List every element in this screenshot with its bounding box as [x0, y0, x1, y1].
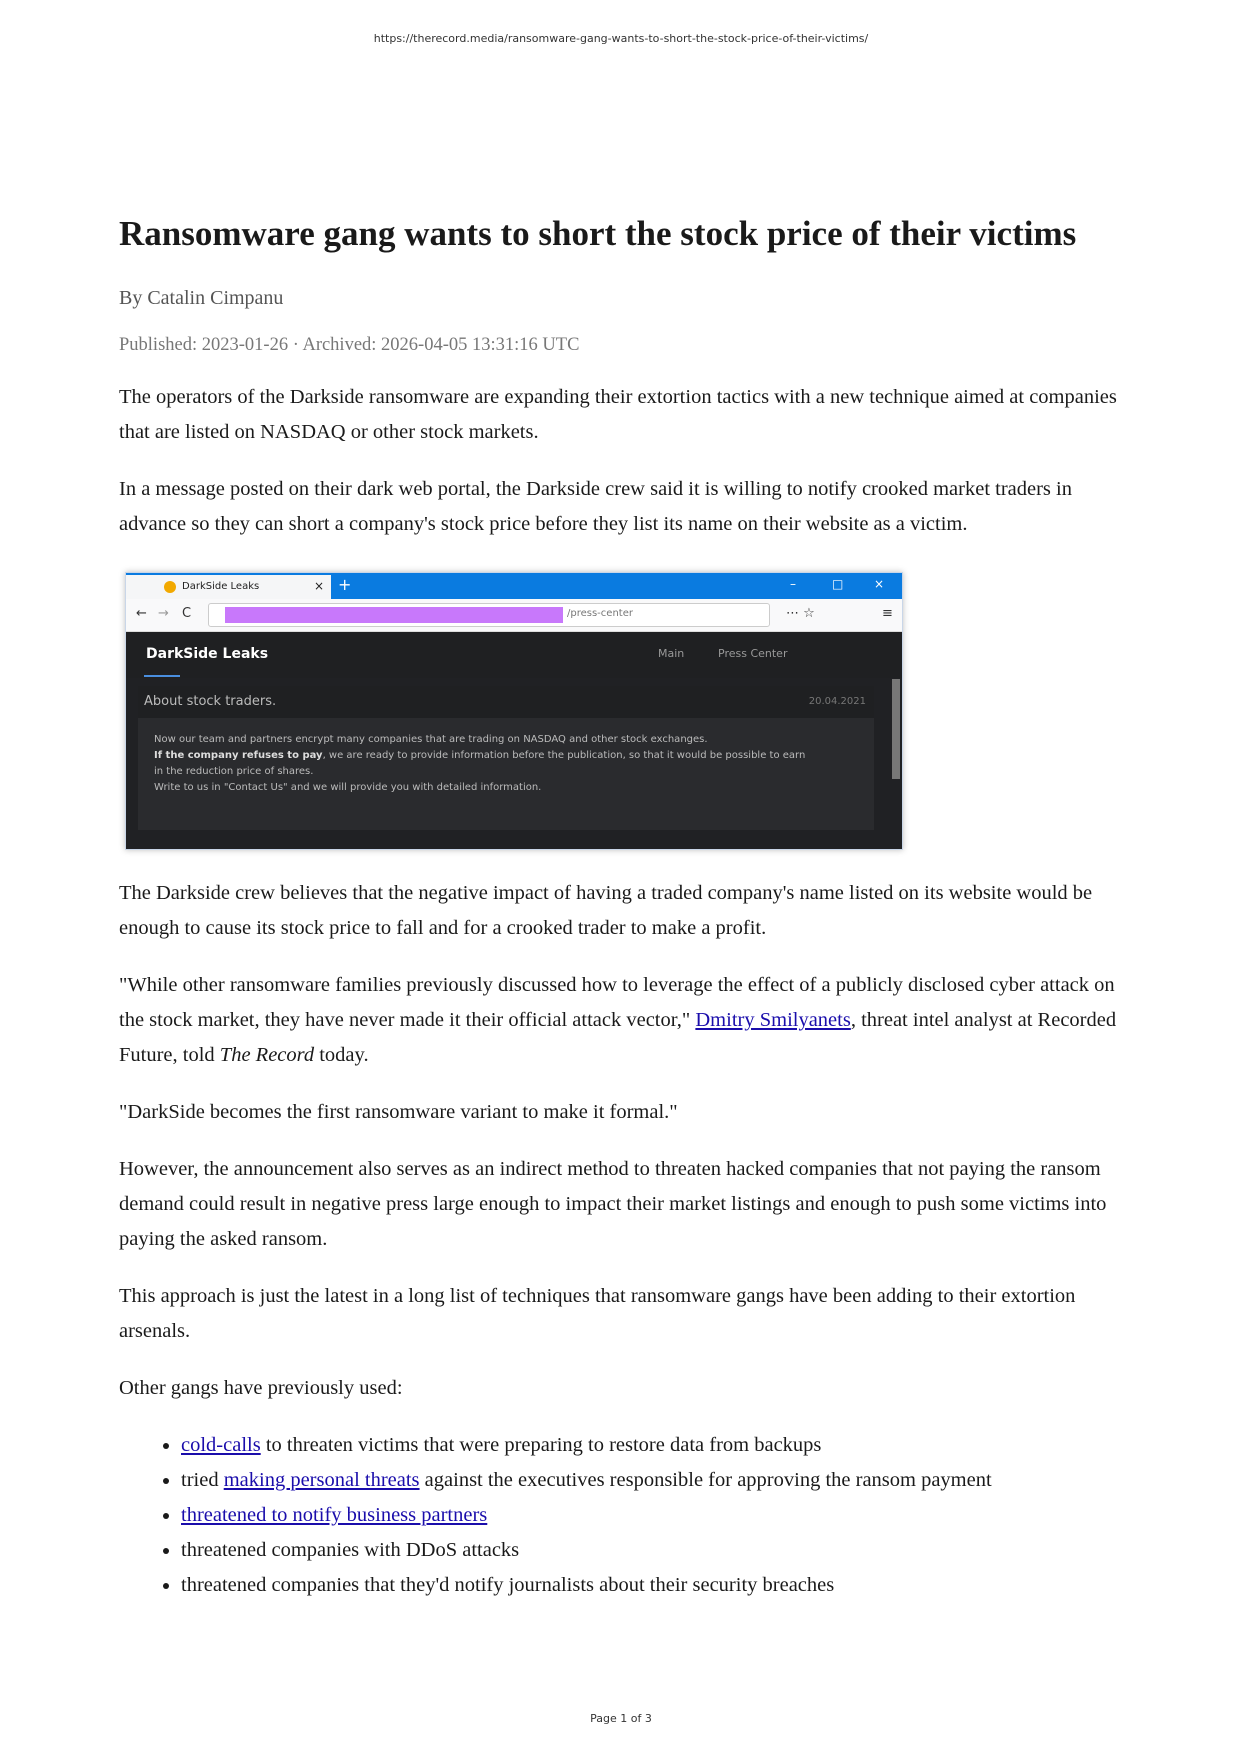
paragraph-7: This approach is just the latest in a long list of techniques that ransomware gangs have been adding to their extortion arsenals.	[119, 1285, 1076, 1342]
forward-icon: →	[158, 606, 169, 621]
list-item	[181, 1463, 1129, 1498]
post-line-4: Write to us in "Contact Us" and we will provide you with detailed information.	[154, 782, 542, 793]
article	[119, 212, 1129, 1603]
cold-calls-link[interactable]: cold-calls	[181, 1434, 261, 1456]
nav-main: Main	[658, 647, 685, 660]
p4-part3: today.	[314, 1044, 369, 1066]
window-close-icon: ×	[874, 577, 885, 591]
title-underline	[144, 675, 180, 677]
toolbar-icons: ⋯ ☆	[786, 606, 815, 621]
post-header	[138, 686, 874, 718]
personal-threats-link[interactable]: making personal threats	[223, 1469, 420, 1491]
post-line-2-bold: If the company refuses to pay	[154, 750, 323, 761]
paragraph-5: "DarkSide becomes the first ransomware variant to make it formal."	[119, 1101, 678, 1123]
coin-icon	[164, 581, 176, 593]
site-header	[126, 632, 902, 678]
site-title: DarkSide Leaks	[146, 646, 269, 662]
menu-icon: ≡	[882, 606, 893, 621]
byline: By Catalin Cimpanu	[119, 287, 284, 309]
browser-tab	[126, 575, 331, 599]
maximize-icon: □	[832, 577, 844, 591]
tactics-list	[119, 1428, 1129, 1603]
post-line-3: in the reduction price of shares.	[154, 766, 314, 777]
post-line-1: Now our team and partners encrypt many companies that are trading on NASDAQ and other stock exchanges.	[154, 734, 708, 745]
list-item	[181, 1498, 1129, 1533]
page-url: https://therecord.media/ransomware-gang-wants-to-short-the-stock-price-of-their-victims/	[373, 32, 869, 45]
post-line-2-rest: , we are ready to provide information before the publication, so that it would be possible to earn	[322, 750, 806, 761]
list-item-text: to threaten victims that were preparing to restore data from backups	[260, 1434, 822, 1456]
publish-meta: Published: 2023-01-26 · Archived: 2026-04-05 13:31:16 UTC	[119, 335, 580, 355]
reload-icon: C	[182, 606, 192, 621]
screenshot-window	[125, 572, 903, 850]
paragraph-2: In a message posted on their dark web portal, the Darkside crew said it is willing to notify crooked market traders in advance so they can short a company's stock price before they list its name on their website as a victim.	[119, 478, 1072, 535]
darkside-screenshot	[119, 570, 905, 850]
post-date: 20.04.2021	[808, 696, 866, 707]
p4-part2: , threat intel analyst at Recorded Future, told	[119, 1009, 1117, 1066]
nav-press-center: Press Center	[718, 647, 788, 660]
p4-part1: "While other ransomware families previously discussed how to leverage the effect of a publicly disclosed cyber attack on the stock market, they have never made it their official attack vector,"	[119, 974, 1115, 1031]
page-number: Page 1 of 3	[590, 1712, 652, 1725]
post-body	[154, 732, 854, 796]
the-record-italic: The Record	[219, 1044, 315, 1066]
list-item: • threatened companies with DDoS attacks	[181, 1533, 1129, 1568]
url-bar	[208, 603, 770, 627]
list-item-text: tried	[181, 1469, 224, 1491]
minimize-icon: –	[790, 577, 796, 591]
article-title: Ransomware gang wants to short the stock price of their victims	[119, 214, 1077, 253]
paragraph-8: Other gangs have previously used:	[119, 1377, 403, 1399]
redacted-url	[225, 607, 563, 623]
paragraph-4	[119, 968, 1129, 1073]
browser-navbar	[126, 599, 902, 632]
url-suffix: /press-center	[567, 608, 633, 619]
scrollbar	[892, 679, 900, 779]
paragraph-6: However, the announcement also serves as an indirect method to threaten hacked companies that not paying the ransom demand could result in negative press large enough to impact their market listings and enough to push some victims into paying the asked ransom.	[119, 1158, 1107, 1250]
post-card	[138, 686, 874, 830]
list-item	[181, 1428, 1129, 1463]
business-partners-link[interactable]: threatened to notify business partners	[181, 1504, 488, 1526]
back-icon: ←	[136, 606, 147, 621]
tab-close-icon: ×	[314, 579, 325, 593]
paragraph-3: The Darkside crew believes that the negative impact of having a traded company's name listed on its website would be enough to cause its stock price to fall and for a crooked trader to make a profit.	[119, 882, 1093, 939]
new-tab-icon: +	[338, 575, 352, 594]
list-item: • threatened companies that they'd notify journalists about their security breaches	[181, 1568, 1129, 1603]
browser-tabbar	[126, 573, 902, 599]
dmitry-smilyanets-link[interactable]: Dmitry Smilyanets	[695, 1009, 851, 1031]
paragraph-1: The operators of the Darkside ransomware are expanding their extortion tactics with a new technique aimed at companies that are listed on NASDAQ or other stock markets.	[119, 386, 1117, 443]
tab-label: DarkSide Leaks	[182, 581, 260, 592]
post-title: About stock traders.	[144, 694, 277, 709]
post-line-2	[154, 748, 854, 764]
list-item-text: against the executives responsible for approving the ransom payment	[419, 1469, 992, 1491]
